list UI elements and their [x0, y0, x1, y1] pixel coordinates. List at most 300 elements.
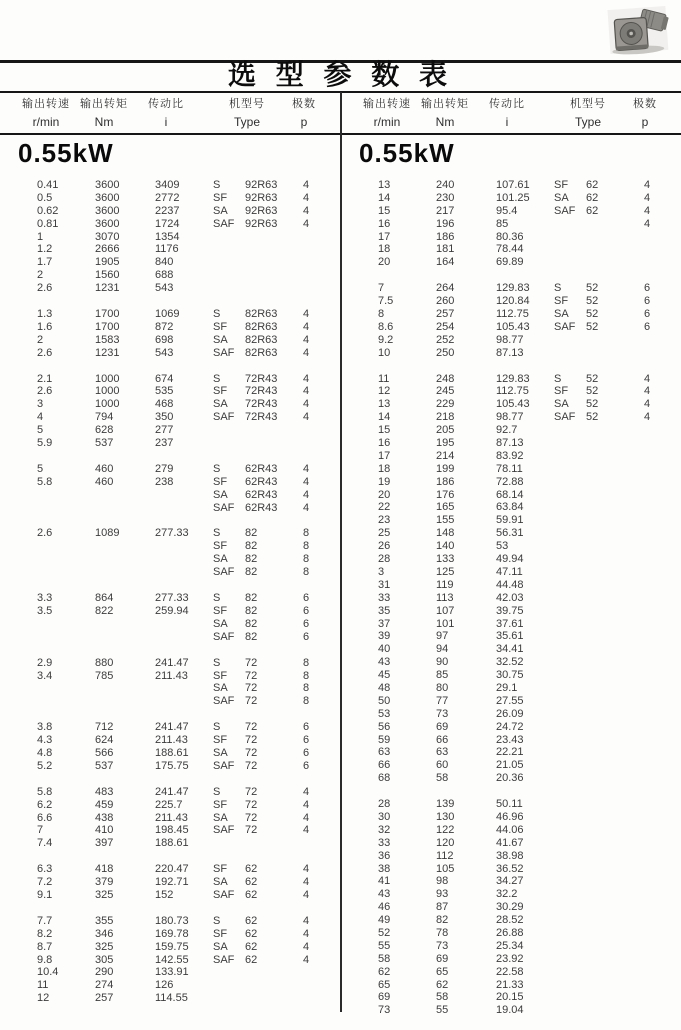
table-row: [0, 231, 340, 244]
torque-cell: 73: [436, 707, 449, 720]
table-row: [341, 566, 681, 579]
speed-cell: 28: [378, 553, 391, 566]
ratio-cell: 192.71: [155, 876, 189, 889]
torque-cell: 305: [95, 953, 114, 966]
torque-cell: 229: [436, 398, 455, 411]
table-row: [0, 631, 340, 644]
table-row: [341, 734, 681, 747]
type-size-cell: [586, 759, 644, 772]
ratio-cell: 20.15: [496, 991, 524, 1004]
ratio-cell: [155, 553, 213, 566]
poles-cell: [644, 501, 668, 514]
torque-cell: 119: [436, 578, 454, 591]
torque-cell: 122: [436, 823, 455, 836]
ratio-cell: 19.04: [496, 1004, 524, 1017]
speed-cell: 66: [378, 759, 391, 772]
poles-cell: 4: [303, 501, 310, 514]
ratio-cell: 26.88: [496, 926, 524, 939]
table-row: [0, 941, 340, 954]
torque-cell: 98: [436, 875, 449, 888]
ratio-cell: 27.55: [496, 694, 524, 707]
type-prefix-cell: SF: [213, 385, 228, 398]
type-prefix-cell: SA: [213, 811, 228, 824]
type-size-cell: [586, 424, 644, 437]
poles-cell: 4: [303, 811, 310, 824]
speed-cell: 45: [378, 669, 391, 682]
table-row: [0, 205, 340, 218]
type-prefix-cell: [554, 450, 586, 463]
table-row: [0, 812, 340, 825]
speed-cell: 5.2: [37, 759, 53, 772]
ratio-cell: 98.77: [496, 333, 524, 346]
poles-cell: [644, 1004, 668, 1017]
table-row: [0, 489, 340, 502]
type-size-cell: 72: [245, 682, 258, 695]
table-row: [341, 863, 681, 876]
poles-cell: 6: [303, 592, 310, 605]
type-prefix-cell: SF: [213, 540, 228, 553]
torque-cell: 355: [95, 914, 114, 927]
speed-cell: 14: [378, 411, 391, 424]
type-prefix-cell: SF: [213, 669, 228, 682]
speed-cell: 17: [378, 449, 391, 462]
table-row: [0, 915, 340, 928]
row-group: [0, 915, 340, 1005]
table-row: [0, 424, 340, 437]
type-prefix-cell: [554, 991, 586, 1004]
type-size-cell: [586, 811, 644, 824]
table-row: [341, 553, 681, 566]
poles-cell: 4: [303, 372, 310, 385]
ratio-cell: 120.84: [496, 295, 530, 308]
type-prefix-cell: [554, 695, 586, 708]
table-row: [341, 256, 681, 269]
ratio-cell: 2772: [155, 191, 180, 204]
torque-cell: 410: [95, 824, 114, 837]
torque-cell: 1000: [95, 398, 120, 411]
torque-cell: 60: [436, 759, 449, 772]
poles-cell: 4: [303, 785, 310, 798]
speed-cell: 0.81: [37, 217, 59, 230]
ratio-cell: 350: [155, 411, 174, 424]
torque-cell: 794: [95, 411, 114, 424]
poles-cell: 6: [644, 308, 651, 321]
type-prefix-cell: SF: [213, 734, 228, 747]
speed-cell: 73: [378, 1004, 391, 1017]
header-model-type: 机型号 Type: [229, 98, 265, 129]
table-row: [0, 876, 340, 889]
ratio-cell: 840: [155, 256, 174, 269]
ratio-cell: 36.52: [496, 862, 524, 875]
type-size-cell: [586, 476, 644, 489]
ratio-cell: 188.61: [155, 837, 189, 850]
ratio-cell: 23.43: [496, 733, 524, 746]
type-size-cell: 72: [245, 695, 258, 708]
torque-cell: 199: [436, 462, 455, 475]
table-row: [341, 437, 681, 450]
type-size-cell: 82: [245, 617, 258, 630]
type-size-cell: 82R63: [245, 308, 278, 321]
poles-cell: [644, 643, 668, 656]
type-prefix-cell: [554, 927, 586, 940]
type-size-cell: 52: [586, 320, 599, 333]
header-model-type: 机型号 Type: [570, 98, 606, 129]
type-prefix-cell: SAF: [213, 953, 235, 966]
table-row: [0, 954, 340, 967]
ratio-cell: 277: [155, 424, 174, 437]
table-row: [341, 746, 681, 759]
poles-cell: [644, 734, 668, 747]
poles-cell: 8: [303, 540, 310, 553]
torque-cell: 252: [436, 333, 455, 346]
poles-cell: 4: [303, 191, 310, 204]
type-prefix-cell: SF: [554, 385, 569, 398]
table-row: [341, 618, 681, 631]
torque-cell: 290: [95, 966, 114, 979]
poles-cell: [644, 759, 668, 772]
type-prefix-cell: SAF: [213, 501, 235, 514]
table-row: [341, 243, 681, 256]
poles-cell: [644, 243, 668, 256]
type-prefix-cell: [554, 579, 586, 592]
ratio-cell: 169.78: [155, 927, 189, 940]
ratio-cell: 1176: [155, 243, 179, 256]
ratio-cell: 3409: [155, 179, 180, 191]
poles-cell: [644, 630, 668, 643]
type-size-cell: [586, 579, 644, 592]
torque-cell: 97: [436, 630, 449, 643]
poles-cell: 8: [303, 566, 310, 579]
type-size-cell: 82: [245, 630, 258, 643]
ratio-cell: 44.48: [496, 578, 524, 591]
type-prefix-cell: S: [213, 656, 221, 669]
table-row: [0, 734, 340, 747]
type-prefix-cell: [213, 269, 245, 282]
poles-cell: 4: [303, 488, 310, 501]
ratio-cell: 535: [155, 385, 174, 398]
table-row: [341, 605, 681, 618]
torque-cell: 248: [436, 372, 455, 385]
speed-cell: 40: [378, 643, 391, 656]
torque-cell: 78: [436, 926, 449, 939]
speed-cell: 38: [378, 862, 391, 875]
poles-cell: 4: [303, 204, 310, 217]
speed-cell: 15: [378, 424, 391, 437]
table-row: [341, 334, 681, 347]
torque-cell: 240: [436, 179, 455, 191]
type-size-cell: [245, 243, 303, 256]
speed-cell: 48: [378, 681, 391, 694]
type-size-cell: [245, 256, 303, 269]
table-row: [0, 553, 340, 566]
table-row: [341, 282, 681, 295]
ratio-cell: 30.75: [496, 669, 524, 682]
speed-cell: 9.8: [37, 953, 53, 966]
table-row: [341, 192, 681, 205]
type-size-cell: [586, 734, 644, 747]
ratio-cell: 259.94: [155, 604, 189, 617]
poles-cell: 6: [644, 295, 651, 308]
ratio-cell: 46.96: [496, 810, 524, 823]
table-row: [0, 670, 340, 683]
poles-cell: 4: [303, 914, 310, 927]
torque-cell: [95, 682, 155, 695]
poles-cell: 4: [303, 927, 310, 940]
ratio-cell: [155, 489, 213, 502]
ratio-cell: 63.84: [496, 501, 524, 514]
type-prefix-cell: [554, 463, 586, 476]
speed-cell: 52: [378, 926, 391, 939]
speed-cell: [37, 489, 95, 502]
torque-cell: 65: [436, 965, 449, 978]
ratio-cell: 220.47: [155, 863, 189, 876]
table-row: [0, 437, 340, 450]
header-poles: 极数 p: [292, 98, 316, 129]
ratio-cell: 198.45: [155, 824, 189, 837]
type-size-cell: 62: [245, 953, 258, 966]
speed-cell: 13: [378, 398, 391, 411]
table-row: [341, 811, 681, 824]
speed-cell: 10: [378, 346, 391, 359]
type-prefix-cell: SAF: [213, 566, 235, 579]
type-size-cell: [586, 489, 644, 502]
type-size-cell: 72R43: [245, 411, 278, 424]
torque-cell: 3600: [95, 204, 120, 217]
torque-cell: 880: [95, 656, 114, 669]
torque-cell: 148: [436, 527, 455, 540]
type-size-cell: [586, 682, 644, 695]
type-size-cell: [586, 875, 644, 888]
torque-cell: [95, 502, 155, 515]
type-prefix-cell: S: [213, 785, 221, 798]
header-output-torque: 输出转矩 Nm: [80, 98, 128, 129]
table-row: [0, 243, 340, 256]
speed-cell: 3.3: [37, 592, 53, 605]
ratio-cell: 107.61: [496, 179, 530, 191]
header-ratio: 传动比 i: [489, 98, 525, 129]
speed-cell: 5: [37, 462, 44, 475]
speed-cell: 2: [37, 333, 44, 346]
speed-cell: 43: [378, 656, 391, 669]
poles-cell: [303, 979, 327, 992]
ratio-cell: 25.34: [496, 939, 524, 952]
poles-cell: [644, 914, 668, 927]
ratio-cell: 29.1: [496, 681, 518, 694]
table-row: [341, 347, 681, 360]
table-row: [0, 786, 340, 799]
type-size-cell: [586, 256, 644, 269]
table-row: [0, 256, 340, 269]
column-header-right: [341, 95, 681, 133]
poles-cell: 4: [644, 398, 651, 411]
poles-cell: [303, 837, 327, 850]
ratio-cell: 129.83: [496, 372, 530, 385]
type-size-cell: [586, 914, 644, 927]
table-row: [341, 682, 681, 695]
type-prefix-cell: SA: [213, 553, 228, 566]
type-size-cell: 52: [586, 372, 599, 385]
type-prefix-cell: [554, 759, 586, 772]
speed-cell: [37, 618, 95, 631]
ratio-cell: 225.7: [155, 798, 183, 811]
torque-cell: 181: [436, 243, 455, 256]
ratio-cell: 241.47: [155, 785, 189, 798]
speed-cell: 53: [378, 707, 391, 720]
type-size-cell: 62: [245, 940, 258, 953]
torque-cell: 1905: [95, 256, 120, 269]
ratio-cell: 543: [155, 346, 174, 359]
type-prefix-cell: S: [213, 721, 221, 734]
type-prefix-cell: [554, 514, 586, 527]
poles-cell: 6: [303, 759, 310, 772]
type-prefix-cell: [213, 979, 245, 992]
poles-cell: 8: [303, 656, 310, 669]
type-prefix-cell: [554, 837, 586, 850]
type-size-cell: 92R63: [245, 217, 278, 230]
speed-cell: 7.5: [378, 295, 394, 308]
type-prefix-cell: SAF: [554, 411, 576, 424]
speed-cell: 10.4: [37, 966, 59, 979]
ratio-cell: 68.14: [496, 488, 524, 501]
type-prefix-cell: [213, 424, 245, 437]
table-row: [0, 863, 340, 876]
type-size-cell: [586, 656, 644, 669]
torque-cell: 140: [436, 540, 455, 553]
table-row: [0, 334, 340, 347]
table-row: [341, 798, 681, 811]
poles-cell: [644, 721, 668, 734]
ratio-cell: 114.55: [155, 992, 188, 1005]
type-size-cell: [245, 966, 303, 979]
type-prefix-cell: [213, 256, 245, 269]
type-size-cell: 52: [586, 295, 599, 308]
table-row: [341, 514, 681, 527]
type-size-cell: [245, 992, 303, 1005]
table-half: [0, 139, 340, 1018]
row-group: [0, 308, 340, 360]
type-prefix-cell: SA: [554, 191, 569, 204]
poles-cell: 6: [303, 617, 310, 630]
torque-cell: 230: [436, 191, 455, 204]
speed-cell: 2: [37, 269, 44, 282]
type-size-cell: [245, 424, 303, 437]
type-size-cell: [586, 991, 644, 1004]
ratio-cell: 241.47: [155, 721, 189, 734]
speed-cell: 3.5: [37, 604, 53, 617]
poles-cell: [644, 450, 668, 463]
type-prefix-cell: SF: [554, 179, 569, 191]
poles-cell: [644, 334, 668, 347]
poles-cell: 4: [303, 888, 310, 901]
speed-cell: [37, 566, 95, 579]
torque-cell: 418: [95, 863, 114, 876]
type-size-cell: 72: [245, 734, 258, 747]
ratio-cell: 69.89: [496, 256, 524, 269]
ratio-cell: 95.4: [496, 204, 518, 217]
table-row: [341, 966, 681, 979]
speed-cell: 1.3: [37, 308, 53, 321]
poles-cell: [303, 437, 327, 450]
speed-cell: 41: [378, 875, 391, 888]
type-size-cell: [586, 940, 644, 953]
poles-cell: [644, 566, 668, 579]
torque-cell: 438: [95, 811, 114, 824]
ratio-cell: 698: [155, 333, 174, 346]
type-prefix-cell: [554, 566, 586, 579]
ratio-cell: 20.36: [496, 772, 524, 785]
speed-cell: 14: [378, 191, 391, 204]
poles-cell: [644, 231, 668, 244]
ratio-cell: 142.55: [155, 953, 189, 966]
poles-cell: [644, 618, 668, 631]
torque-cell: 712: [95, 721, 114, 734]
type-prefix-cell: [554, 256, 586, 269]
row-group: [341, 179, 681, 269]
type-prefix-cell: [554, 940, 586, 953]
poles-cell: [644, 708, 668, 721]
table-row: [0, 502, 340, 515]
type-prefix-cell: S: [213, 372, 221, 385]
table-row: [0, 269, 340, 282]
table-row: [341, 837, 681, 850]
speed-cell: 9.2: [378, 333, 394, 346]
table-row: [0, 760, 340, 773]
poles-cell: [644, 347, 668, 360]
ratio-cell: 87.13: [496, 346, 524, 359]
speed-cell: 31: [378, 578, 391, 591]
type-size-cell: [245, 437, 303, 450]
type-prefix-cell: [554, 682, 586, 695]
ratio-cell: [155, 682, 213, 695]
ratio-cell: 87.13: [496, 437, 524, 450]
type-prefix-cell: SF: [213, 927, 228, 940]
type-prefix-cell: [554, 888, 586, 901]
type-size-cell: [245, 837, 303, 850]
ratio-cell: 277.33: [155, 592, 189, 605]
ratio-cell: [155, 502, 213, 515]
type-size-cell: [586, 540, 644, 553]
table-row: [341, 824, 681, 837]
poles-cell: [644, 875, 668, 888]
type-prefix-cell: SAF: [213, 759, 235, 772]
ratio-cell: 92.7: [496, 424, 518, 437]
poles-cell: 4: [303, 385, 310, 398]
ratio-cell: 872: [155, 320, 174, 333]
type-size-cell: 92R63: [245, 179, 278, 191]
table-row: [341, 940, 681, 953]
torque-cell: 325: [95, 940, 114, 953]
speed-cell: 69: [378, 991, 391, 1004]
torque-cell: 1089: [95, 527, 120, 540]
speed-cell: 9.1: [37, 888, 53, 901]
table-row: [341, 979, 681, 992]
poles-cell: 6: [303, 734, 310, 747]
torque-cell: 460: [95, 462, 114, 475]
type-prefix-cell: [213, 837, 245, 850]
speed-cell: 2.9: [37, 656, 53, 669]
torque-cell: 379: [95, 876, 114, 889]
ratio-cell: 32.52: [496, 656, 524, 669]
ratio-cell: 152: [155, 888, 174, 901]
poles-cell: [303, 424, 327, 437]
type-size-cell: 92R63: [245, 191, 278, 204]
poles-cell: [644, 837, 668, 850]
poles-cell: 4: [303, 308, 310, 321]
type-prefix-cell: [213, 966, 245, 979]
type-size-cell: 62R43: [245, 488, 278, 501]
speed-cell: [37, 540, 95, 553]
speed-cell: 55: [378, 939, 391, 952]
